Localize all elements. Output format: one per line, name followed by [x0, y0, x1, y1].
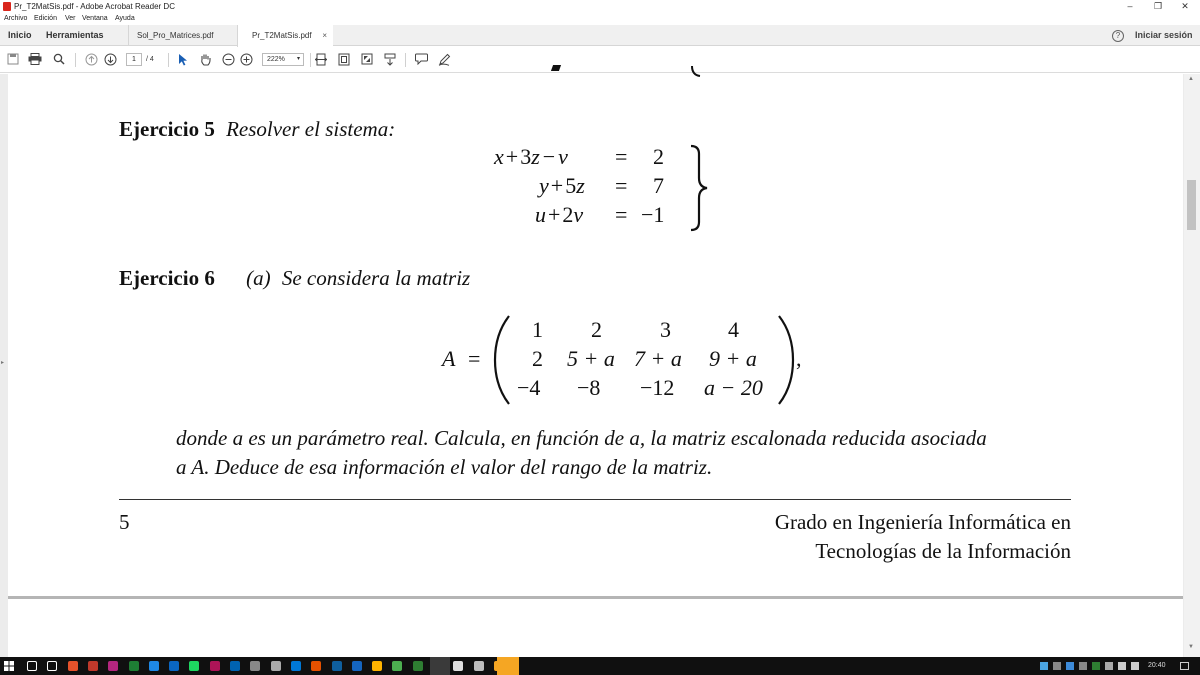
- toolbar-separator: [75, 53, 76, 67]
- tray-icon[interactable]: [1066, 662, 1074, 670]
- matrix-trailing-comma: ,: [796, 346, 802, 371]
- fit-page-icon[interactable]: [337, 53, 351, 67]
- taskbar-clock[interactable]: 20:40: [1148, 662, 1166, 669]
- save-icon[interactable]: [6, 53, 20, 67]
- help-icon[interactable]: ?: [1112, 30, 1124, 42]
- tray-icon[interactable]: [1131, 662, 1139, 670]
- fit-width-icon[interactable]: [314, 53, 328, 67]
- equation-1-lhs: x+3z − v: [494, 144, 568, 169]
- page-total: / 4: [146, 56, 154, 63]
- pen-icon[interactable]: [437, 53, 451, 67]
- tray-icon[interactable]: [1118, 662, 1126, 670]
- exercise-5-text: Resolver el sistema:: [226, 117, 396, 141]
- menu-edicion[interactable]: Edición: [34, 15, 57, 22]
- matrix-cell: a − 20: [704, 375, 763, 400]
- next-pdf-page: [8, 599, 1183, 657]
- toolbar-separator: [405, 53, 406, 67]
- matrix-cell: 2: [591, 317, 602, 342]
- taskbar-app-icon[interactable]: [108, 661, 118, 671]
- tab-label: Pr_T2MatSis.pdf: [252, 31, 312, 40]
- tray-icon[interactable]: [1040, 662, 1048, 670]
- right-brace: [688, 144, 714, 232]
- menu-ayuda[interactable]: Ayuda: [115, 15, 135, 22]
- tab-bar: [0, 25, 1200, 46]
- zoom-value: 222%: [267, 56, 285, 63]
- windows-taskbar: [0, 657, 1200, 675]
- restore-button[interactable]: ❐: [1153, 1, 1163, 11]
- scroll-down-icon[interactable]: ▼: [1188, 644, 1194, 650]
- menu-ventana[interactable]: Ventana: [82, 15, 108, 22]
- matrix-cell: 2: [532, 346, 543, 371]
- taskbar-app-icon[interactable]: [392, 661, 402, 671]
- scroll-mode-icon[interactable]: [383, 53, 397, 67]
- exercise-6-paragraph-line-2: a A. Deduce de esa información el valor del rango de la matriz.: [176, 455, 713, 479]
- footer-line-1: Grado en Ingeniería Informática en: [774, 510, 1071, 534]
- chevron-down-icon: ▾: [296, 56, 300, 62]
- equation-3-equals: =: [615, 202, 628, 227]
- tray-icon[interactable]: [1105, 662, 1113, 670]
- taskbar-app-icon[interactable]: [230, 661, 240, 671]
- matrix-cell: 4: [728, 317, 739, 342]
- tab-label: Sol_Pro_Matrices.pdf: [137, 31, 214, 40]
- matrix-cell: −12: [640, 375, 675, 400]
- zoom-in-icon[interactable]: [239, 53, 253, 67]
- previous-brace-fragment: [688, 66, 718, 80]
- close-window-button[interactable]: ✕: [1181, 1, 1189, 11]
- taskbar-app-icon[interactable]: [291, 661, 301, 671]
- equation-3-rhs: −1: [641, 202, 665, 227]
- tray-icon[interactable]: [1079, 662, 1087, 670]
- notifications-icon[interactable]: [1180, 662, 1189, 670]
- equation-1-rhs: 2: [653, 144, 664, 169]
- footer-page-number: 5: [119, 510, 130, 534]
- document-viewport[interactable]: [0, 74, 1200, 657]
- menu-archivo[interactable]: Archivo: [4, 15, 28, 22]
- scroll-up-icon[interactable]: ▲: [1188, 76, 1194, 82]
- matrix-cell: 5 + a: [567, 346, 615, 371]
- windows-start-icon[interactable]: [4, 661, 14, 671]
- footer-rule: [119, 499, 1071, 500]
- toolbar: [0, 47, 1200, 73]
- matrix-right-paren: [775, 314, 797, 406]
- tab-inicio[interactable]: Inicio: [8, 30, 32, 40]
- tab-pr-t2matsis[interactable]: [237, 25, 333, 47]
- exercise-6-label: Ejercicio 6: [119, 266, 215, 290]
- pdf-page: [8, 74, 1183, 596]
- exercise-5-heading: [119, 117, 395, 142]
- matrix-cell: 9 + a: [709, 346, 757, 371]
- equation-1-equals: =: [615, 144, 628, 169]
- matrix-cell: 3: [660, 317, 671, 342]
- comment-icon[interactable]: [414, 53, 428, 67]
- taskbar-app-icon[interactable]: [88, 661, 98, 671]
- exercise-6-paragraph-line-1: donde a es un parámetro real. Calcula, en función de a, la matriz escalonada reducida asociada: [176, 426, 987, 450]
- taskbar-active-highlight: [430, 657, 450, 675]
- matrix-name: A: [442, 346, 456, 371]
- taskbar-app-icon[interactable]: [189, 661, 199, 671]
- tab-sol-pro-matrices[interactable]: [128, 25, 237, 46]
- footer-line-2: Tecnologías de la Información: [815, 539, 1071, 563]
- matrix-cell: 1: [532, 317, 543, 342]
- tray-icon[interactable]: [1092, 662, 1100, 670]
- exercise-6-text: Se considera la matriz: [281, 266, 471, 290]
- print-icon[interactable]: [28, 53, 42, 67]
- tray-icon[interactable]: [1053, 662, 1061, 670]
- signin-button[interactable]: Iniciar sesión: [1135, 30, 1193, 40]
- taskbar-app-icon[interactable]: [210, 661, 220, 671]
- zoom-select[interactable]: [262, 53, 304, 66]
- left-panel-toggle-icon[interactable]: ▸: [1, 360, 5, 366]
- exercise-5-label: Ejercicio 5: [119, 117, 215, 141]
- equation-2-rhs: 7: [653, 173, 664, 198]
- matrix-equals: =: [468, 346, 481, 371]
- taskbar-app-icon[interactable]: [27, 661, 37, 671]
- taskbar-app-icon[interactable]: [271, 661, 281, 671]
- taskbar-app-icon[interactable]: [129, 661, 139, 671]
- vertical-scrollbar[interactable]: [1184, 74, 1200, 657]
- toolbar-separator: [168, 53, 169, 67]
- select-arrow-icon[interactable]: [176, 53, 190, 67]
- taskbar-app-icon[interactable]: [47, 661, 57, 671]
- search-icon[interactable]: [52, 53, 66, 67]
- toolbar-separator: [310, 53, 311, 67]
- equation-3-lhs: u+2v: [535, 202, 584, 227]
- equation-2-lhs: y+5z: [539, 173, 585, 198]
- exercise-6-heading: [119, 266, 470, 291]
- page-down-icon[interactable]: [103, 53, 117, 67]
- taskbar-app-icon[interactable]: [250, 661, 260, 671]
- matrix-cell: 7 + a: [634, 346, 682, 371]
- hand-icon[interactable]: [198, 53, 212, 67]
- taskbar-app-highlight: [497, 657, 519, 675]
- menu-bar: [0, 13, 1200, 25]
- fullscreen-icon[interactable]: [360, 53, 374, 67]
- page-up-icon[interactable]: [84, 53, 98, 67]
- matrix-cell: −4: [517, 375, 541, 400]
- title-bar: [0, 0, 1200, 13]
- taskbar-app-icon[interactable]: [149, 661, 159, 671]
- menu-ver[interactable]: Ver: [65, 15, 76, 22]
- scrollbar-thumb[interactable]: [1187, 180, 1196, 230]
- matrix-cell: −8: [577, 375, 601, 400]
- taskbar-app-icon[interactable]: [453, 661, 463, 671]
- minimize-button[interactable]: –: [1127, 1, 1133, 11]
- taskbar-app-icon[interactable]: [68, 661, 78, 671]
- close-tab-icon[interactable]: ×: [322, 31, 327, 40]
- page-number-input[interactable]: 1: [126, 53, 142, 66]
- taskbar-app-icon[interactable]: [352, 661, 362, 671]
- taskbar-app-icon[interactable]: [169, 661, 179, 671]
- taskbar-app-icon[interactable]: [332, 661, 342, 671]
- exercise-6-part: (a): [246, 266, 271, 290]
- zoom-out-icon[interactable]: [221, 53, 235, 67]
- taskbar-app-icon[interactable]: [474, 661, 484, 671]
- taskbar-app-icon[interactable]: [311, 661, 321, 671]
- tab-herramientas[interactable]: Herramientas: [46, 30, 104, 40]
- acrobat-app-icon: [3, 2, 11, 11]
- taskbar-app-icon[interactable]: [372, 661, 382, 671]
- taskbar-app-icon[interactable]: [413, 661, 423, 671]
- window-title: Pr_T2MatSis.pdf - Adobe Acrobat Reader DC: [14, 2, 175, 11]
- equation-2-equals: =: [615, 173, 628, 198]
- matrix-left-paren: [491, 314, 513, 406]
